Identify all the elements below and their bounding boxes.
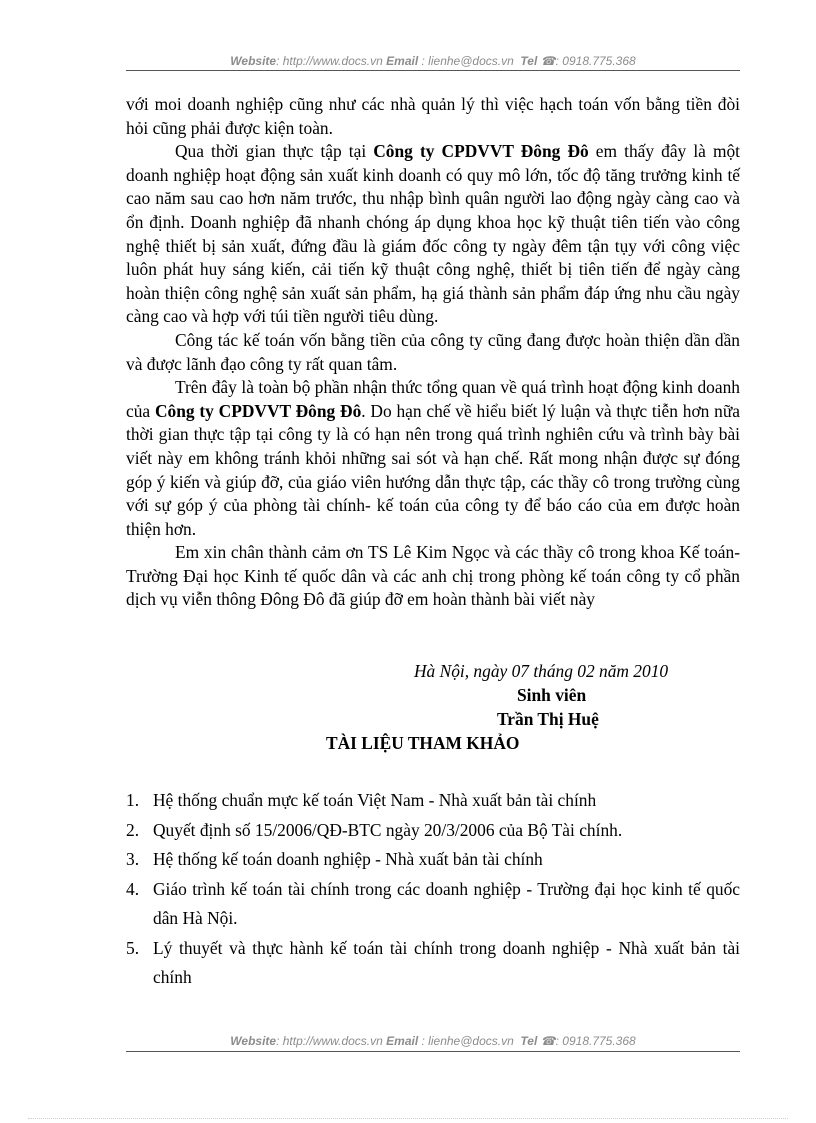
website-label: Website xyxy=(230,54,277,68)
document-body xyxy=(126,93,740,612)
reference-text: Hệ thống kế toán doanh nghiệp - Nhà xuất bản tài chính xyxy=(153,849,543,869)
signature-date: Hà Nội, ngày 07 tháng 02 năm 2010 xyxy=(414,661,669,681)
reference-text: Quyết định số 15/2006/QĐ-BTC ngày 20/3/2006 của Bộ Tài chính. xyxy=(153,819,623,840)
paragraph-3: Công tác kế toán vốn bằng tiền của công ty cũng đang được hoàn thiện dần dần và được lãnh đạo công ty rất quan tâm. xyxy=(126,329,740,374)
reference-number: 4. xyxy=(126,878,140,899)
email-label: Email xyxy=(386,54,419,68)
paragraph-5: Em xin chân thành cảm ơn TS Lê Kim Ngọc và các thầy cô trong khoa Kế toán- Trường Đại học Kinh tế quốc dân và các anh chị trong phòng kế toán công ty cổ phần dịch vụ viễn thông Đông Đô đã giúp đỡ em hoàn thành bài viết này xyxy=(126,542,740,610)
company-name: Công ty CPDVVT Đông Đô xyxy=(154,400,362,421)
footer-rule xyxy=(126,1051,740,1052)
references-title: TÀI LIỆU THAM KHẢO xyxy=(326,733,520,753)
tel-value: : 0918.775.368 xyxy=(555,54,636,68)
email-value: : lienhe@docs.vn xyxy=(421,54,514,68)
reference-number: 2. xyxy=(126,819,140,840)
email-value: : lienhe@docs.vn xyxy=(421,1034,514,1048)
page-footer xyxy=(126,1034,740,1048)
paragraph-2-text-b: em thấy đây là một doanh nghiệp hoạt động sản xuất kinh doanh có quy mô lớn, tốc độ tăng trưởng kinh tế cao năm sau cao hơn năm trước, thu nhập bình quân người lao động ngày càng cao và ổn định. Doanh nghiệp đã nhanh chóng áp dụng khoa học kỹ thuật tiên tiến vào công nghệ thiết bị sản xuất, đứng đầu là giám đốc công ty ngày đêm tận tụy với công việc luôn phát huy sáng kiến, cải tiến kỹ thuật công nghệ, thiết bị tiên tiến để ngày càng hoàn thiện công nghệ sản xuất sản phẩm, hạ giá thành sản phẩm đáp ứng nhu cầu ngày càng cao và hợp với túi tiền người tiêu dùng. xyxy=(126,141,740,327)
references-list xyxy=(126,786,740,993)
reference-item xyxy=(126,875,740,934)
signature-name: Trần Thị Huệ xyxy=(497,709,599,729)
page-bottom-dotted-line xyxy=(28,1118,788,1119)
website-label: Website xyxy=(230,1034,277,1048)
signature-role: Sinh viên xyxy=(517,685,587,705)
reference-item xyxy=(126,816,740,846)
page-header xyxy=(126,54,740,68)
phone-icon: ☎ xyxy=(540,54,556,68)
reference-number: 1. xyxy=(126,790,140,810)
reference-text: Giáo trình kế toán tài chính trong các doanh nghiệp - Trường đại học kinh tế quốc dân Hà Nội. xyxy=(153,878,740,928)
tel-value: : 0918.775.368 xyxy=(555,1034,636,1048)
paragraph-4-text-a: Trên đây là toàn bộ phần nhận thức tổng quan về quá trình hoạt động kinh doanh của xyxy=(126,377,740,421)
company-name: Công ty CPDVVT Đông Đô xyxy=(373,141,589,162)
tel-label: Tel xyxy=(520,54,538,68)
reference-item xyxy=(126,845,740,875)
paragraph-4-text-b: . Do hạn chế về hiểu biết lý luận và thực tiễn hơn nữa thời gian thực tập tại công ty là có hạn nên trong quá trình nghiên cứu và trình bày bài viết này em không tránh khỏi những sai sót và hạn chế. Rất mong nhận được sự đóng góp ý kiến và giúp đỡ, của giáo viên hướng dẫn thực tập, các thầy cô trong trường cùng với sự góp ý của phòng tài chính- kế toán của công ty để báo cáo của em được hoàn thiện hơn. xyxy=(126,400,740,539)
reference-number: 5. xyxy=(126,937,140,958)
paragraph-1: với moi doanh nghiệp cũng như các nhà quản lý thì việc hạch toán vốn bằng tiền đòi hỏi cũng phải được kiện toàn. xyxy=(126,94,740,138)
tel-label: Tel xyxy=(520,1034,538,1048)
paragraph-2 xyxy=(126,140,740,329)
reference-number: 3. xyxy=(126,849,140,869)
reference-text: Lý thuyết và thực hành kế toán tài chính trong doanh nghiệp - Nhà xuất bản tài chính xyxy=(153,937,740,987)
paragraph-2-text-a: Qua thời gian thực tập tại xyxy=(175,141,374,162)
website-value: : http://www.docs.vn xyxy=(276,1034,383,1048)
header-rule xyxy=(126,70,740,71)
phone-icon: ☎ xyxy=(540,1034,556,1048)
paragraph-4 xyxy=(126,376,740,541)
email-label: Email xyxy=(386,1034,419,1048)
website-value: : http://www.docs.vn xyxy=(276,54,383,68)
reference-item xyxy=(126,786,740,816)
reference-item xyxy=(126,934,740,993)
reference-text: Hệ thống chuẩn mực kế toán Việt Nam - Nhà xuất bản tài chính xyxy=(153,790,597,810)
